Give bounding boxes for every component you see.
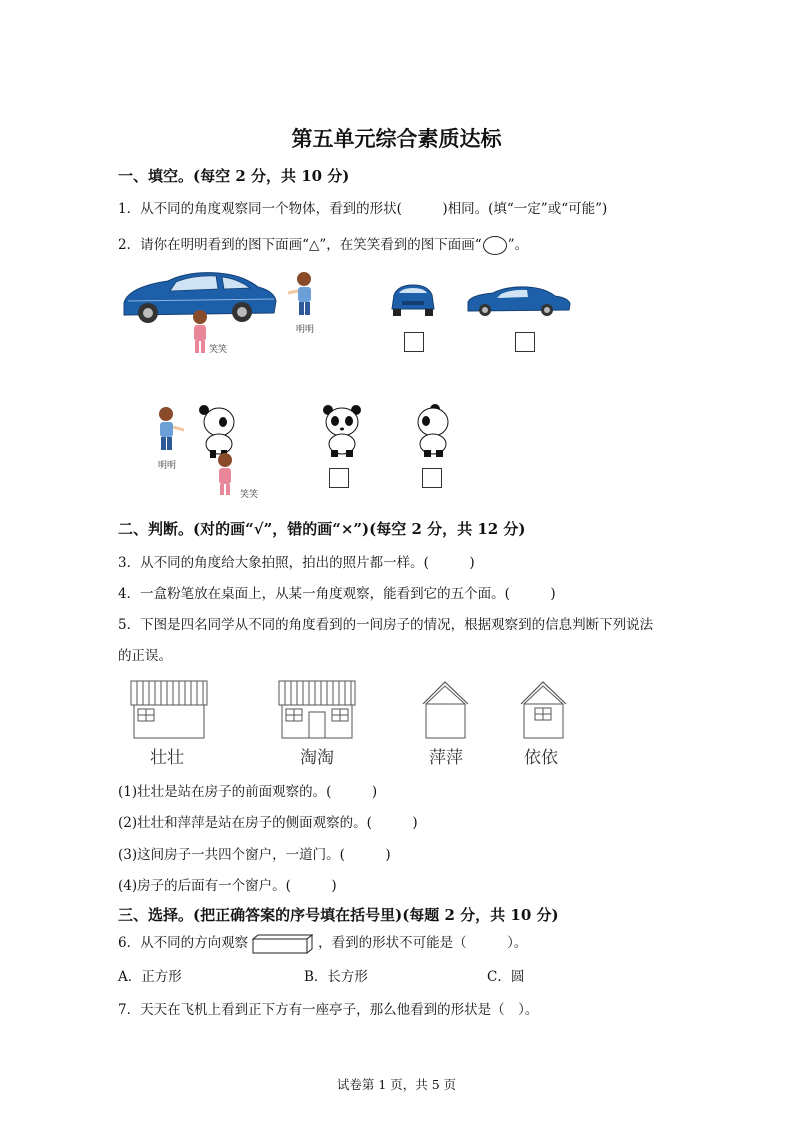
house-label-pingping: 萍萍: [429, 748, 463, 768]
panda-scene-figure: [150, 402, 250, 502]
panda-front-view: [322, 404, 362, 458]
house-label-yiyi: 依依: [524, 748, 558, 768]
question-4: 4．一盒粉笔放在桌面上，从某一角度观察，能看到它的五个面。( ): [118, 586, 556, 602]
label-xiaoxiao-2: 笑笑: [240, 490, 259, 500]
question-5-sub1: (1)壮壮是站在房子的前面观察的。( ): [118, 784, 378, 800]
question-5-line1: 5．下图是四名同学从不同的角度看到的一间房子的情况，根据观察到的信息判断下列说法: [118, 617, 654, 633]
question-7: 7．天天在飞机上看到正下方有一座亭子，那么他看到的形状是（ ）。: [118, 1002, 539, 1018]
house-view-pingping: [422, 680, 470, 740]
answer-box-panda-front[interactable]: [329, 468, 349, 488]
question-6-text: 6．从不同的方向观察: [118, 935, 249, 951]
question-6: [118, 931, 527, 954]
page-footer: 试卷第 1 页，共 5 页: [336, 1077, 457, 1092]
answer-box-panda-side[interactable]: [422, 468, 442, 488]
section3-heading: 三、选择。(把正确答案的序号填在括号里)(每题 2 分，共 10 分): [118, 906, 559, 924]
option-b: B．长方形: [304, 969, 368, 985]
house-view-zhuangzhuang: [130, 680, 210, 740]
question-2-end: ”。: [507, 237, 529, 253]
house-label-taotao: 淘淘: [300, 748, 334, 768]
circle-icon: [483, 236, 507, 255]
car-side-view: [465, 284, 573, 318]
cuboid-icon: [252, 934, 314, 954]
house-view-yiyi: [520, 680, 568, 740]
question-2-text: 2．请你在明明看到的图下面画“△”，在笑笑看到的图下面画“: [118, 237, 482, 253]
page-title: 第五单元综合素质达标: [291, 126, 502, 151]
question-2: [118, 233, 528, 255]
question-5-sub4: (4)房子的后面有一个窗户。( ): [118, 878, 337, 894]
question-6-end: ，看到的形状不可能是（ ）。: [318, 935, 528, 951]
question-3: 3．从不同的角度给大象拍照，拍出的照片都一样。( ): [118, 555, 475, 571]
label-xiaoxiao-1: 笑笑: [209, 345, 228, 355]
label-mingming-1: 明明: [296, 325, 315, 335]
label-mingming-2: 明明: [158, 461, 177, 471]
panda-side-view: [415, 404, 451, 458]
house-label-zhuangzhuang: 壮壮: [150, 748, 184, 768]
car-scene-figure: [118, 265, 288, 360]
house-view-taotao: [278, 680, 358, 740]
question-1: 1．从不同的角度观察同一个物体，看到的形状( )相同。(填“一定”或“可能”): [118, 201, 608, 217]
option-a: A．正方形: [118, 969, 182, 985]
question-5-sub2: (2)壮壮和萍萍是站在房子的侧面观察的。( ): [118, 815, 418, 831]
question-5-line2: 的正误。: [118, 648, 172, 664]
answer-box-car-front[interactable]: [404, 332, 424, 352]
section2-heading: 二、判断。(对的画“√”，错的画“×”)(每空 2 分，共 12 分): [118, 520, 526, 538]
car-front-view: [388, 283, 438, 319]
option-c: C．圆: [487, 969, 525, 985]
section1-heading: 一、填空。(每空 2 分，共 10 分): [118, 167, 350, 185]
answer-box-car-side[interactable]: [515, 332, 535, 352]
question-5-sub3: (3)这间房子一共四个窗户，一道门。( ): [118, 847, 391, 863]
